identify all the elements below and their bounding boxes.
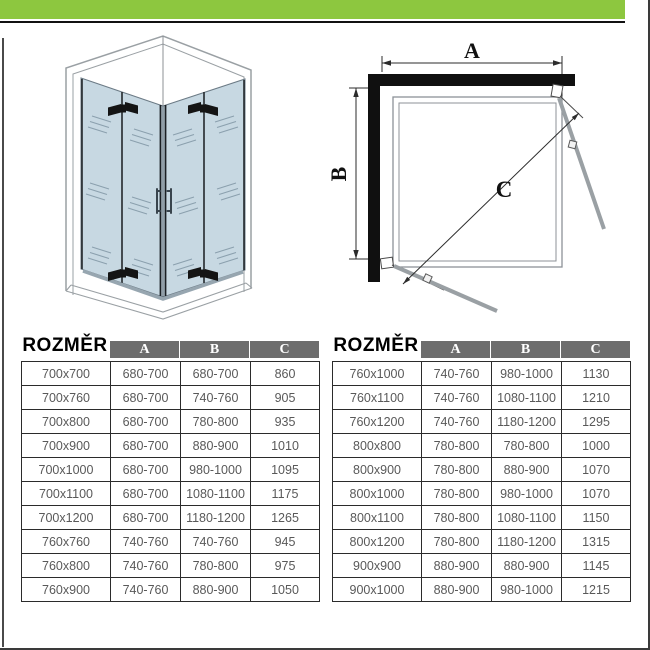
table-cell: 900x1000 — [333, 578, 422, 602]
table-cell: 700x700 — [22, 362, 111, 386]
table-cell: 860 — [251, 362, 320, 386]
table-cell: 780-800 — [422, 434, 492, 458]
table-cell: 800x1100 — [333, 506, 422, 530]
column-header-a: A — [421, 341, 490, 358]
table-cell: 1150 — [562, 506, 631, 530]
table-row — [22, 506, 320, 530]
table-row — [22, 578, 320, 602]
table-cell: 945 — [251, 530, 320, 554]
table-cell: 1000 — [562, 434, 631, 458]
table-header — [21, 334, 319, 358]
table-row — [333, 362, 631, 386]
table-cell: 1070 — [562, 458, 631, 482]
dim-b-label: B — [326, 166, 351, 182]
table-cell: 880-900 — [181, 434, 251, 458]
table-cell: 780-800 — [492, 434, 562, 458]
table-cell: 1295 — [562, 410, 631, 434]
table-cell: 800x1000 — [333, 482, 422, 506]
dimensions-table-right — [332, 334, 630, 602]
dim-a-label: A — [464, 38, 480, 63]
table-cell: 800x1200 — [333, 530, 422, 554]
table-cell: 905 — [251, 386, 320, 410]
table-cell: 1095 — [251, 458, 320, 482]
table-cell: 740-760 — [181, 530, 251, 554]
table-cell: 780-800 — [181, 554, 251, 578]
table-cell: 700x1000 — [22, 458, 111, 482]
table-header — [332, 334, 630, 358]
table-row — [333, 578, 631, 602]
table-cell: 700x800 — [22, 410, 111, 434]
table-cell: 980-1000 — [181, 458, 251, 482]
table-cell: 800x900 — [333, 458, 422, 482]
table-row — [333, 458, 631, 482]
table-cell: 975 — [251, 554, 320, 578]
table-cell: 760x1100 — [333, 386, 422, 410]
table-cell: 740-760 — [181, 386, 251, 410]
table-cell: 680-700 — [111, 362, 181, 386]
table-row — [333, 386, 631, 410]
table-cell: 680-700 — [111, 434, 181, 458]
table-row — [333, 554, 631, 578]
table-cell: 740-760 — [111, 530, 181, 554]
table-cell: 780-800 — [422, 506, 492, 530]
table-cell: 680-700 — [111, 410, 181, 434]
table-cell: 760x1200 — [333, 410, 422, 434]
isometric-shower-drawing — [66, 36, 252, 319]
table-cell: 780-800 — [422, 482, 492, 506]
plan-view-drawing — [326, 38, 604, 311]
table-cell: 760x900 — [22, 578, 111, 602]
column-header-a: A — [110, 341, 179, 358]
table-title: ROZMĚR — [22, 335, 108, 356]
table-cell: 1080-1100 — [492, 506, 562, 530]
table-row — [22, 386, 320, 410]
table-body — [332, 361, 631, 602]
table-cell: 980-1000 — [492, 578, 562, 602]
table-cell: 740-760 — [111, 578, 181, 602]
table-row — [333, 506, 631, 530]
table-cell: 700x1100 — [22, 482, 111, 506]
dimensions-table-left — [21, 334, 319, 602]
table-row — [333, 482, 631, 506]
table-cell: 980-1000 — [492, 362, 562, 386]
table-cell: 680-700 — [111, 482, 181, 506]
table-row — [333, 410, 631, 434]
table-cell: 680-700 — [181, 362, 251, 386]
table-cell: 700x900 — [22, 434, 111, 458]
table-cell: 740-760 — [422, 410, 492, 434]
table-cell: 880-900 — [492, 554, 562, 578]
column-header-c: C — [561, 341, 630, 358]
column-header-c: C — [250, 341, 319, 358]
table-cell: 1210 — [562, 386, 631, 410]
table-cell: 740-760 — [111, 554, 181, 578]
table-cell: 800x800 — [333, 434, 422, 458]
table-cell: 740-760 — [422, 386, 492, 410]
plan-top-wall — [368, 74, 575, 86]
table-cell: 1175 — [251, 482, 320, 506]
table-title: ROZMĚR — [333, 335, 419, 356]
table-cell: 1080-1100 — [492, 386, 562, 410]
table-cell: 680-700 — [111, 458, 181, 482]
table-cell: 935 — [251, 410, 320, 434]
table-cell: 760x1000 — [333, 362, 422, 386]
table-cell: 880-900 — [422, 578, 492, 602]
table-cell: 1180-1200 — [181, 506, 251, 530]
table-cell: 780-800 — [422, 530, 492, 554]
table-cell: 1180-1200 — [492, 530, 562, 554]
table-row — [22, 530, 320, 554]
table-row — [22, 482, 320, 506]
table-cell: 1180-1200 — [492, 410, 562, 434]
table-cell: 980-1000 — [492, 482, 562, 506]
table-cell: 880-900 — [422, 554, 492, 578]
table-row — [22, 434, 320, 458]
column-header-b: B — [180, 341, 249, 358]
column-header-b: B — [491, 341, 560, 358]
table-row — [22, 458, 320, 482]
dim-c-label: C — [495, 177, 513, 202]
table-cell: 680-700 — [111, 386, 181, 410]
table-cell: 1070 — [562, 482, 631, 506]
table-cell: 1050 — [251, 578, 320, 602]
table-cell: 780-800 — [422, 458, 492, 482]
table-row — [22, 410, 320, 434]
table-cell: 680-700 — [111, 506, 181, 530]
table-body — [21, 361, 320, 602]
table-row — [333, 434, 631, 458]
table-cell: 700x1200 — [22, 506, 111, 530]
table-cell: 780-800 — [181, 410, 251, 434]
table-cell: 1145 — [562, 554, 631, 578]
table-cell: 1215 — [562, 578, 631, 602]
table-cell: 880-900 — [492, 458, 562, 482]
table-cell: 1130 — [562, 362, 631, 386]
table-cell: 1010 — [251, 434, 320, 458]
table-cell: 760x760 — [22, 530, 111, 554]
table-cell: 700x760 — [22, 386, 111, 410]
table-row — [333, 530, 631, 554]
table-cell: 760x800 — [22, 554, 111, 578]
table-row — [22, 362, 320, 386]
table-cell: 740-760 — [422, 362, 492, 386]
table-cell: 900x900 — [333, 554, 422, 578]
table-cell: 1265 — [251, 506, 320, 530]
plan-left-wall — [368, 74, 380, 282]
table-cell: 1315 — [562, 530, 631, 554]
table-row — [22, 554, 320, 578]
table-cell: 1080-1100 — [181, 482, 251, 506]
plan-shower-tray — [393, 97, 562, 267]
table-cell: 880-900 — [181, 578, 251, 602]
